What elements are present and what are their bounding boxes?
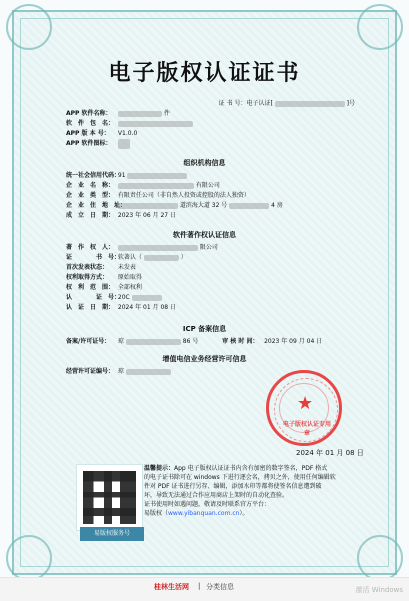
notice-line: 件对 PDF 证书进行另存、编辑，添加水印等都将使签名信息遭到破 xyxy=(144,483,322,490)
rights-scope-value: 全部权利 xyxy=(117,284,142,291)
redacted-address-start xyxy=(118,203,178,209)
copyright-date-value: 2024 年 01 月 08 日 xyxy=(117,304,176,311)
notice xyxy=(144,464,384,518)
rights-scope-row xyxy=(66,282,142,291)
site-brand[interactable]: 桂林生活网 xyxy=(154,583,189,591)
publication-status-label: 首次发表状态： xyxy=(66,264,109,271)
approval-date-label: 审 核 时 间： xyxy=(222,338,259,345)
app-name-label: APP 软件名称： xyxy=(66,110,112,117)
footer-separator: | xyxy=(198,582,201,590)
notice-line: 的电子证书除可在 windows 下进行逐会名，拷贝之外，使用任何编辑软 xyxy=(144,474,336,481)
certificate-number xyxy=(219,98,355,107)
copyright-owner-label: 著 作 权 人： xyxy=(66,244,115,251)
copyright-cert-label: 证 书 号： xyxy=(66,254,121,261)
telecom-license-row xyxy=(66,366,171,375)
decorative-corner xyxy=(357,535,403,581)
footer-category[interactable]: 分类信息 xyxy=(206,583,234,591)
redacted-certificate-number xyxy=(275,101,345,107)
copyright-owner-row xyxy=(66,242,218,251)
registration-number-row xyxy=(66,292,162,301)
founded-date-value: 2023 年 06 月 27 日 xyxy=(117,212,176,219)
copyright-date-row xyxy=(66,302,176,311)
package-name-row xyxy=(66,118,193,127)
founded-date-row xyxy=(66,210,176,219)
qr-label: 易版权服务号 xyxy=(80,527,144,541)
notice-line: 坏，导致无法通过合作应用商店上架时的自动化查验。 xyxy=(144,492,289,499)
redacted-package-name xyxy=(118,121,193,127)
windows-activation-watermark: 激活 Windows xyxy=(355,586,403,594)
company-type-label: 企 业 类 型： xyxy=(66,192,115,199)
certificate-number-suffix: ]号 xyxy=(346,100,355,107)
acquisition-way-value: 原始取得 xyxy=(117,274,142,281)
registration-number-label: 认 证 号： xyxy=(66,294,121,301)
redacted-copyright-cert xyxy=(144,255,179,261)
company-name-label: 企 业 名 称： xyxy=(66,182,115,189)
uscc-row xyxy=(66,170,187,179)
icp-number-suffix: 86 号 xyxy=(182,338,199,345)
redacted-company-name xyxy=(118,183,194,189)
website-link[interactable]: www.yibanquan.com.cn xyxy=(168,510,240,517)
acquisition-way-row xyxy=(66,272,142,281)
company-name-row xyxy=(66,180,220,189)
signed-date: 2024 年 01 月 08 日 xyxy=(296,449,364,457)
icp-section-title: ICP 备案信息 xyxy=(182,325,227,333)
app-icon-label: APP 软件图标： xyxy=(66,140,112,147)
uscc-prefix: 91 xyxy=(117,172,126,179)
footer-bar xyxy=(0,577,409,601)
certificate xyxy=(12,10,397,575)
company-address-row xyxy=(66,200,283,209)
app-name-row xyxy=(66,108,170,117)
decorative-corner xyxy=(6,535,52,581)
seal-star-icon: ★ xyxy=(297,393,314,414)
app-icon-row xyxy=(66,138,130,149)
qr-code-pattern xyxy=(83,471,136,524)
company-address-label: 企 业 住 地 址： xyxy=(66,202,127,209)
certificate-number-label: 证 书 号：电子认证[ xyxy=(218,100,273,107)
qr-code xyxy=(76,464,143,531)
app-name-value-tail: 件 xyxy=(163,110,170,117)
company-type-row xyxy=(66,190,250,199)
uscc-label: 统一社会信用代码： xyxy=(66,172,121,179)
company-name-tail: 有限公司 xyxy=(195,182,220,189)
redacted-address-end xyxy=(229,203,269,209)
certificate-title: 电子版权认证证书 xyxy=(108,60,301,86)
company-type-value: 有限责任公司（非自然人投资或控股的法人独资） xyxy=(117,192,250,199)
app-icon xyxy=(118,139,130,149)
app-version-value: V1.0.0 xyxy=(117,130,138,137)
publication-status-value: 未发表 xyxy=(117,264,136,271)
publication-status-row xyxy=(66,262,136,271)
seal-text-bottom: 电子版权认证专用章 xyxy=(282,421,331,437)
copyright-cert-prefix: 软著认（ xyxy=(117,254,142,261)
decorative-corner xyxy=(6,4,52,50)
icp-number-label: 备案/许可证号： xyxy=(66,338,111,345)
telecom-section-title: 增值电信业务经营许可信息 xyxy=(162,355,247,363)
redacted-telecom-license xyxy=(126,369,171,375)
notice-line: 证书使用时如遇问题，敬请及时联系官方平台： xyxy=(144,501,271,508)
registration-number-prefix: 20C xyxy=(117,294,130,301)
app-version-label: APP 版 本 号： xyxy=(66,130,110,137)
redacted-app-name xyxy=(118,111,162,117)
copyright-date-label: 认 证 日 期： xyxy=(66,304,115,311)
notice-site: 易版权（www.yibanquan.com.cn）。 xyxy=(144,510,249,517)
redacted-copyright-owner xyxy=(118,245,198,251)
company-address-mid: 道滨海大道 32 号 xyxy=(179,202,228,209)
founded-date-label: 成 立 日 期： xyxy=(66,212,115,219)
approval-date-value: 2023 年 09 月 04 日 xyxy=(264,338,323,345)
decorative-corner xyxy=(357,4,403,50)
redacted-registration-number xyxy=(132,295,162,301)
redacted-uscc xyxy=(127,173,187,179)
copyright-section-title: 软件著作权认证信息 xyxy=(173,231,236,239)
copyright-cert-suffix: ） xyxy=(180,254,187,261)
telecom-license-label: 经营许可证编号： xyxy=(66,368,115,375)
icp-row xyxy=(66,336,322,345)
acquisition-way-label: 权利取得方式： xyxy=(66,274,109,281)
icp-number-prefix: 琼 xyxy=(117,338,124,345)
redacted-icp-number xyxy=(126,339,181,345)
package-name-label: 软 件 包 名： xyxy=(66,120,115,127)
company-address-tail: 4 房 xyxy=(271,202,283,209)
rights-scope-label: 权 利 范 围： xyxy=(66,284,115,291)
official-seal xyxy=(266,370,342,446)
copyright-cert-row xyxy=(66,252,187,261)
copyright-owner-tail: 限公司 xyxy=(199,244,218,251)
notice-title: 温馨提示：App 电子版权认证证书内含有加密的数字签名，PDF 格式 xyxy=(144,465,328,472)
org-section-title: 组织机构信息 xyxy=(183,159,226,167)
app-version-row xyxy=(66,128,137,137)
telecom-license-prefix: 琼 xyxy=(117,368,124,375)
